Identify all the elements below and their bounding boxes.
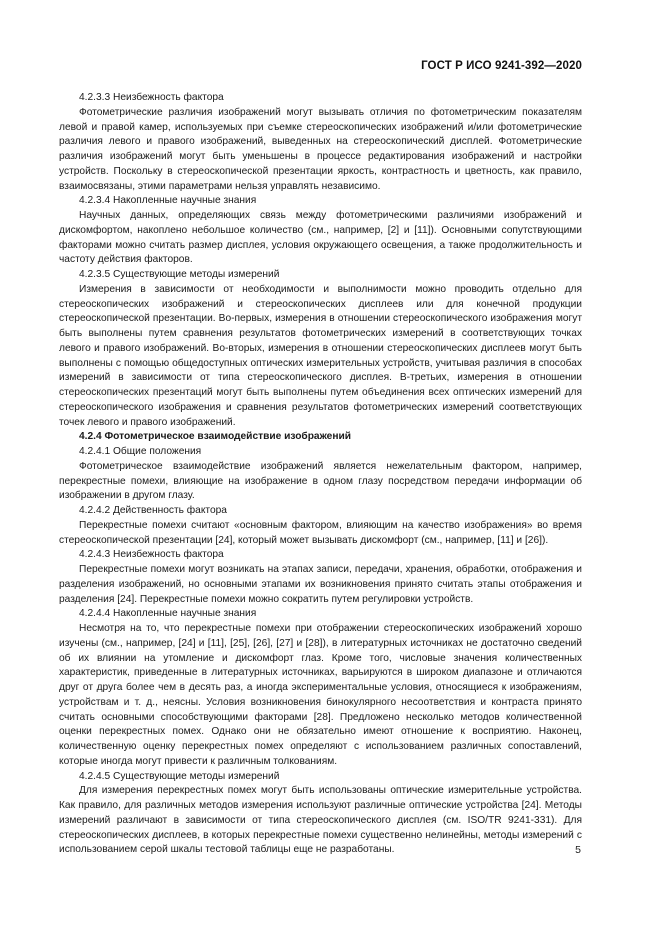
paragraph-text: Фотометрическое взаимодействие изображений является нежелательным фактором, например, перекрестные помехи, влияющие на изображение в одном глазу посредством передачи информации об изображении в другом глазу. <box>59 460 582 502</box>
paragraph-text: Перекрестные помехи могут возникать на этапах записи, передачи, хранения, обработки, отображения и разделения изображений, но основными этапами их возникновения принято считать этапы отображения и разделения [24]. Перекрестные помехи можно сократить путем регулировки устройств. <box>59 564 582 605</box>
page-number: 5 <box>575 844 581 856</box>
subsection-heading: 4.2.4.3 Неизбежность фактора <box>79 549 224 561</box>
subsection-heading: 4.2.3.3 Неизбежность фактора <box>79 92 224 103</box>
paragraph-text: Научных данных, определяющих связь между фотометрическими различиями изображений и дискомфортом, накоплено небольшое количество (см., например, [2] и [11]). Основными сопутствующими факторами можно считать размер дисплея, условия окружающего освещения, а также продолжительность и частоту действия факторов. <box>59 210 582 266</box>
subsection-heading: 4.2.3.4 Накопленные научные знания <box>79 195 257 207</box>
subsection-heading: 4.2.4.2 Действенность фактора <box>79 505 227 516</box>
document-body <box>59 91 582 858</box>
paragraph-text: Измерения в зависимости от необходимости и выполнимости можно проводить отдельно для стереоскопических изображений и стереоскопических дисплеев или для конечной продукции стереоскопической презентации. Во-первых, измерения в отношении стереоскопического изображения могут быть выполнены путем сравнения результатов фотометрических измерений в соответствующих точках левого и правого изображений. Во-вторых, измерения в отношении стереоскопических дисплеев могут быть выполнены с помощью общедоступных оптических измерительных устройств, учитывая различия в способах измерений в зависимости от типа стереоскопического дисплея. В-третьих, измерения в отношении стереоскопических презентаций могут быть выполнены путем объединения всех оптических измерений для стереоскопического изображения и сравнения результатов фотометрических измерений соответствующих точек левого и правого изображений. <box>59 283 582 428</box>
paragraph-text: Несмотря на то, что перекрестные помехи при отображении стереоскопических изображений хорошо изучены (см., например, [24] и [11], [25], [26], [27] и [28]), в литературных источниках не достаточно сведений об их влиянии на утомление и дискомфорт глаз. Кроме того, числовые значения количественных характеристик, приведенные в литературных источниках, варьируются в широком диапазоне и отличаются друг от друга более чем в десять раз, а иногда экспериментальные условия, относящиеся к изображениям, устройствам и т. д., неясны. Условия возникновения бинокулярного несоответствия и контраста принято считать основными способствующими факторами [28]. Предложено несколько методов количественной оценки перекрестных помех. Однако они не обязательно имеют отношение к восприятию. Наконец, количественную оценку перекрестных помех определяют с использованием различных сопоставлений, которые иногда могут привести к различным толкованиям. <box>59 623 582 767</box>
subsection-heading: 4.2.3.5 Существующие методы измерений <box>79 269 280 280</box>
subsection-heading: 4.2.4.4 Накопленные научные знания <box>79 608 257 620</box>
paragraph-text: Фотометрические различия изображений могут вызывать отличия по фотометрическим показателям левой и правой камер, используемых при съемке стереоскопических изображений и/или фотометрические различия левого и правого изображений, выведенных на стереоскопический дисплей. Фотометрические различия изображений могут быть уменьшены в процессе редактирования изображений и настройки устройств. Поскольку в стереоскопической презентации яркость, контрастность и цветность, как правило, взаимосвязаны, этими параметрами нельзя управлять независимо. <box>59 106 582 192</box>
document-header: ГОСТ Р ИСО 9241-392—2020 <box>421 60 582 72</box>
paragraph-text: Перекрестные помехи считают «основным фактором, влияющим на качество изображения» во время стереоскопической презентации [24], который может вызывать дискомфорт (см., например, [11] и [26]). <box>59 519 582 546</box>
paragraph-text: Для измерения перекрестных помех могут быть использованы оптические измерительные устройства. Как правило, для различных методов измерения используют различные оптические устройства [24]. Методы измерений различают в зависимости от типа стереоскопического дисплея (см. ISO/TR 9241-331). Для стереоскопических дисплеев, в которых перекрестные помехи существенно нелинейны, методы измерений с использованием серой шкалы тестовой таблицы еще не разработаны. <box>59 785 582 856</box>
section-heading: 4.2.4 Фотометрическое взаимодействие изображений <box>79 431 352 443</box>
subsection-heading: 4.2.4.1 Общие положения <box>79 446 202 457</box>
subsection-heading: 4.2.4.5 Существующие методы измерений <box>79 770 280 782</box>
